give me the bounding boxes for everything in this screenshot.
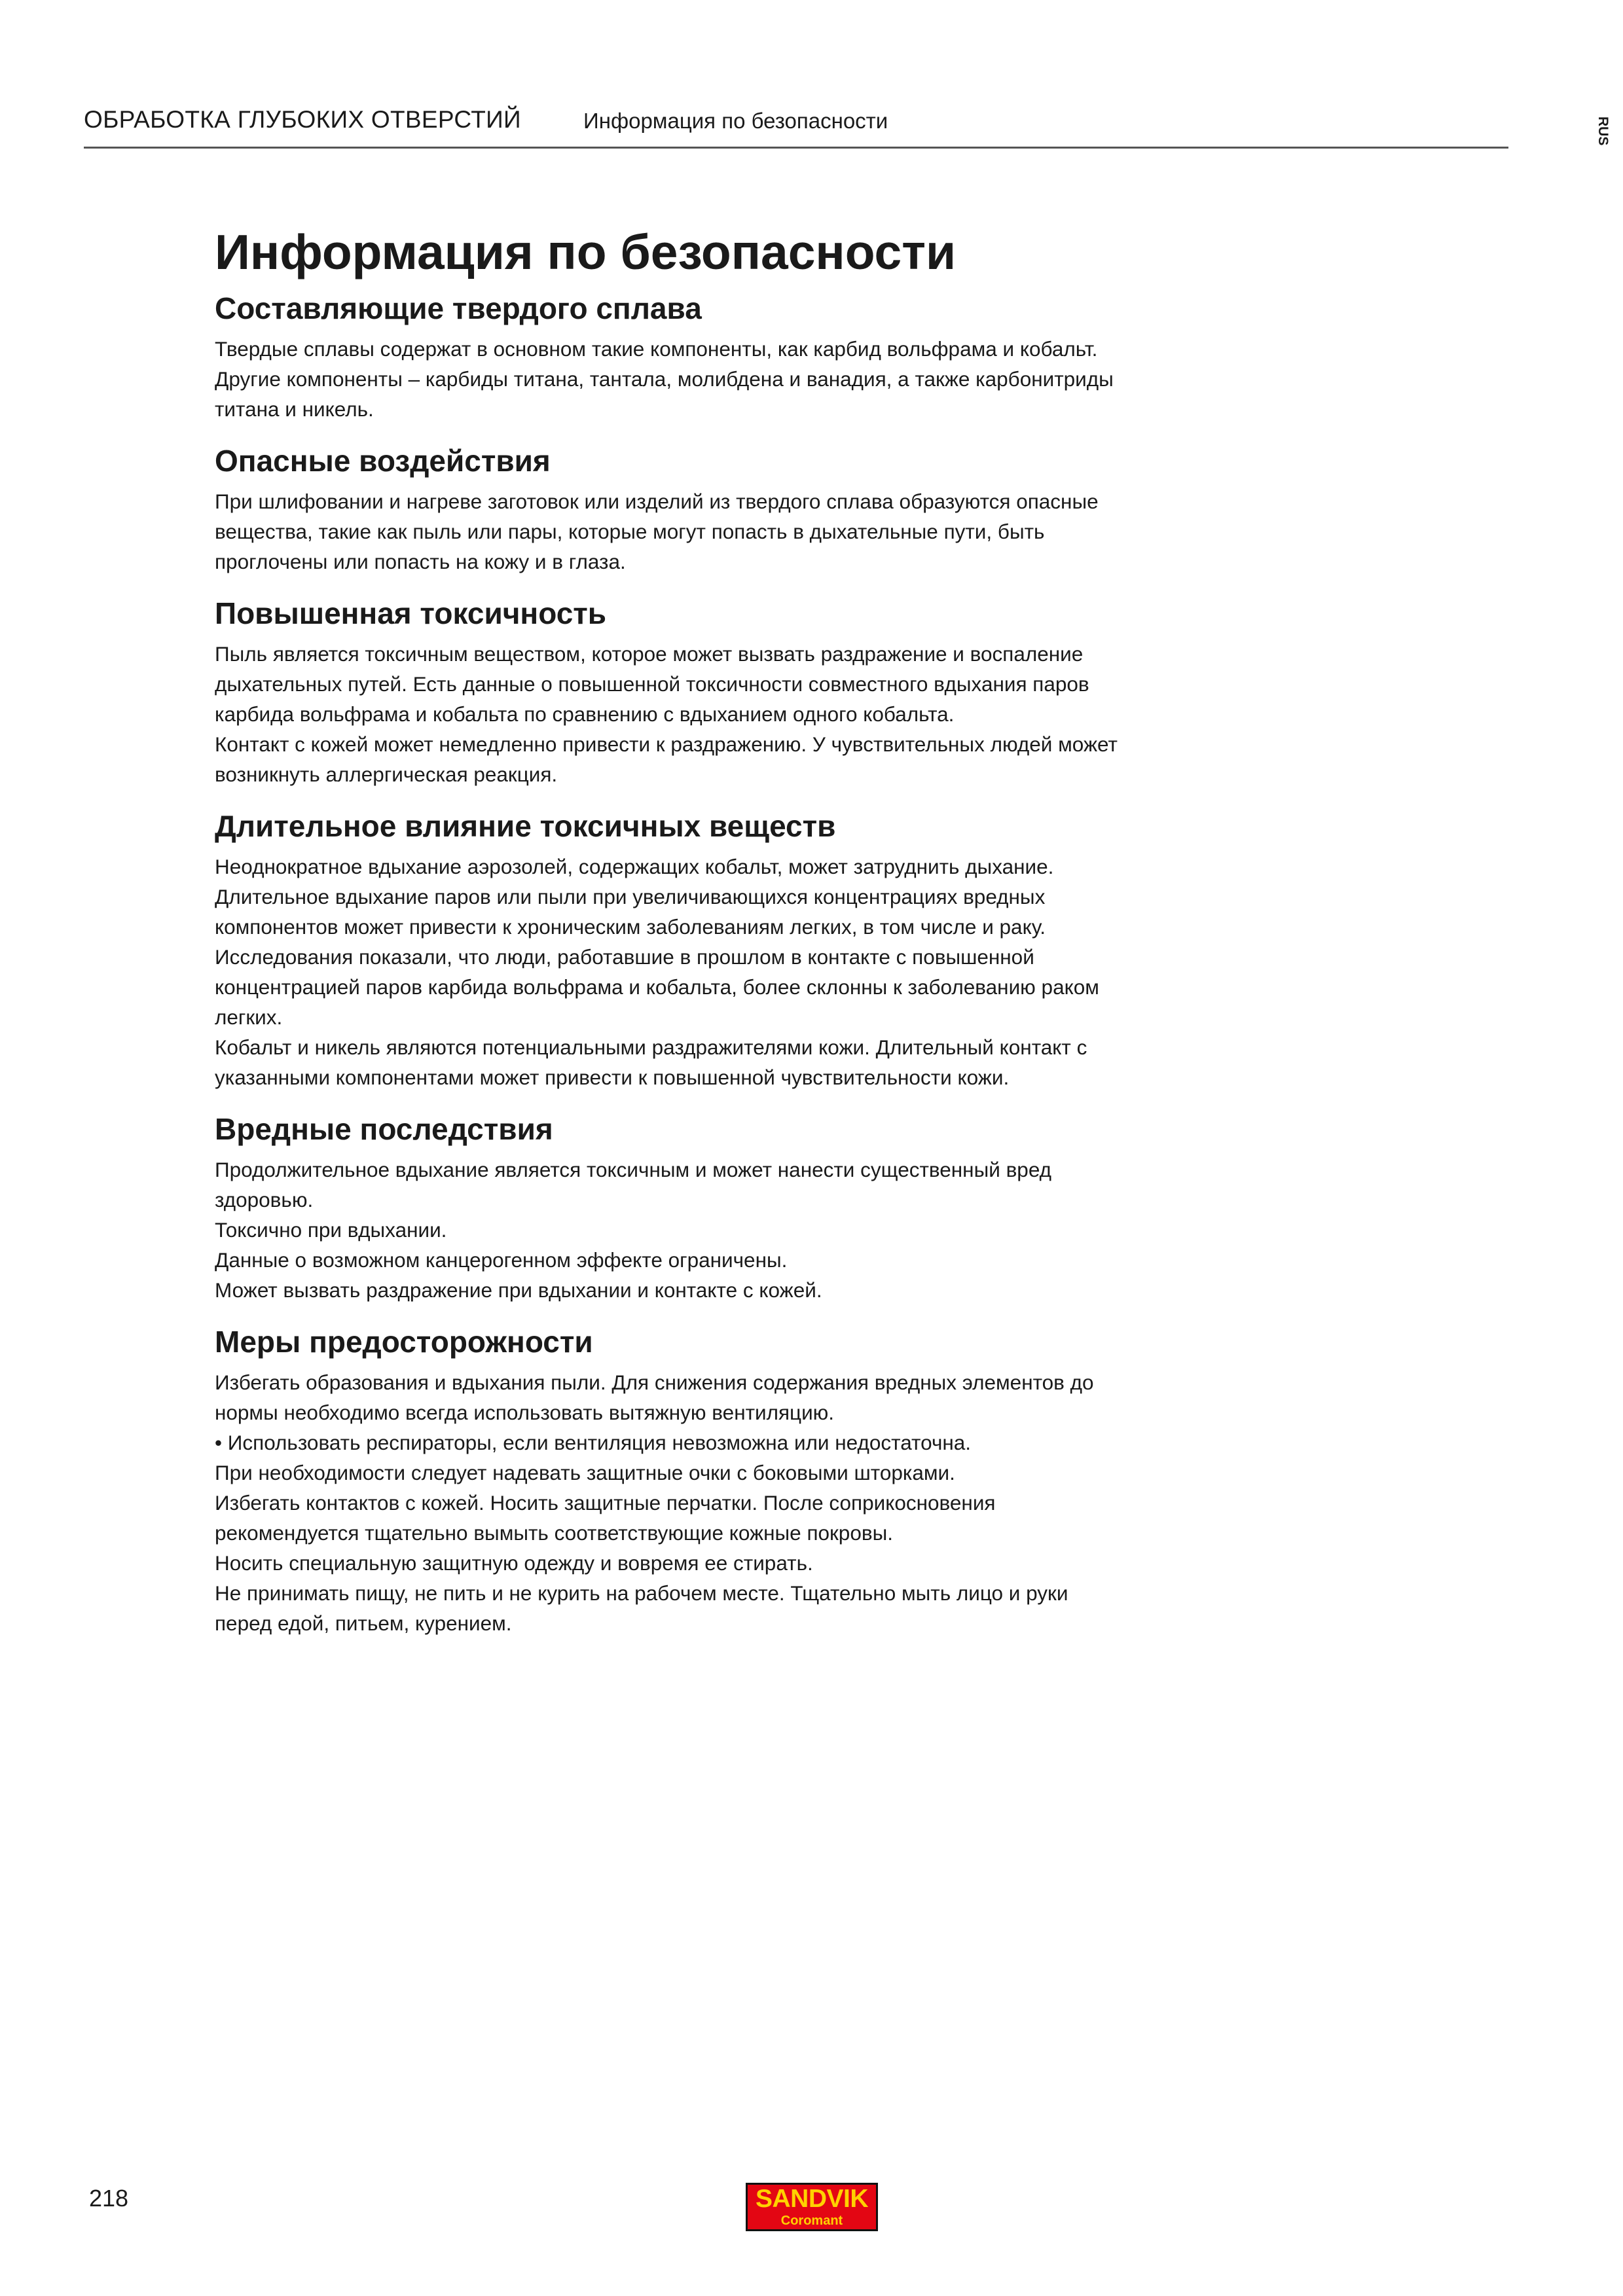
header-subtitle: Информация по безопасности [583, 109, 888, 133]
section [215, 1321, 1171, 1638]
text-line: компонентов может привести к хроническим заболеваниям легких, в том числе и раку. [215, 915, 1046, 939]
text-line: рекомендуется тщательно вымыть соответствующие кожные покровы. [215, 1521, 893, 1545]
text-line: Данные о возможном канцерогенном эффекте ограничены. [215, 1248, 788, 1272]
main-content [215, 216, 1171, 1655]
text-line: возникнуть аллергическая реакция. [215, 762, 558, 786]
section [215, 1109, 1171, 1305]
text-line: здоровью. [215, 1188, 314, 1211]
text-line: Может вызвать раздражение при вдыхании и контакте с кожей. [215, 1278, 822, 1302]
logo-brand-text: SANDVIK [755, 2185, 869, 2213]
text-line: легких. [215, 1005, 283, 1029]
section [215, 593, 1171, 789]
section-heading: Вредные последствия [215, 1112, 553, 1146]
text-line: Исследования показали, что люди, работавшие в прошлом в контакте с повышенной [215, 945, 1034, 969]
section-heading: Повышенная токсичность [215, 596, 607, 630]
text-line: дыхательных путей. Есть данные о повышенной токсичности совместного вдыхания паров [215, 672, 1089, 696]
text-line: Избегать образования и вдыхания пыли. Для снижения содержания вредных элементов до [215, 1371, 1094, 1394]
page-header [84, 106, 1508, 149]
text-line: При шлифовании и нагреве заготовок или изделий из твердого сплава образуются опасные [215, 490, 1099, 513]
text-line: вещества, такие как пыль или пары, которые могут попасть в дыхательные пути, быть [215, 520, 1045, 543]
text-line: перед едой, питьем, курением. [215, 1611, 512, 1635]
section [215, 288, 1171, 424]
text-line: Токсично при вдыхании. [215, 1218, 447, 1242]
text-line: Продолжительное вдыхание является токсичным и может нанести существенный вред [215, 1158, 1052, 1181]
section-body [215, 1155, 1171, 1305]
text-line: Избегать контактов с кожей. Носить защитные перчатки. После соприкосновения [215, 1491, 996, 1515]
sections-container [215, 288, 1171, 1638]
text-line: концентрацией паров карбида вольфрама и кобальта, более склонны к заболеванию раком [215, 975, 1099, 999]
text-line: карбида вольфрама и кобальта по сравнению с вдыханием одного кобальта. [215, 702, 955, 726]
section-body [215, 334, 1171, 424]
text-line: • Использовать респираторы, если вентиляция невозможна или недостаточна. [215, 1431, 972, 1454]
text-line: Контакт с кожей может немедленно привести к раздражению. У чувствительных людей может [215, 732, 1118, 756]
page-title: Информация по безопасности [215, 224, 957, 279]
text-line: Носить специальную защитную одежду и вовремя ее стирать. [215, 1551, 813, 1575]
section-body [215, 852, 1171, 1092]
section-heading: Составляющие твердого сплава [215, 291, 702, 325]
section [215, 440, 1171, 577]
section-heading: Длительное влияние токсичных веществ [215, 809, 836, 843]
text-line: Не принимать пищу, не пить и не курить на рабочем месте. Тщательно мыть лицо и руки [215, 1581, 1068, 1605]
text-line: нормы необходимо всегда использовать вытяжную вентиляцию. [215, 1401, 835, 1424]
section [215, 806, 1171, 1092]
header-section-title: ОБРАБОТКА ГЛУБОКИХ ОТВЕРСТИЙ [84, 106, 521, 133]
section-heading: Меры предосторожности [215, 1325, 593, 1359]
text-line: Неоднократное вдыхание аэрозолей, содержащих кобальт, может затруднить дыхание. [215, 855, 1054, 878]
section-body [215, 486, 1171, 577]
section-heading: Опасные воздействия [215, 444, 551, 478]
language-tag: RUS [1596, 117, 1611, 146]
text-line: Твердые сплавы содержат в основном такие компоненты, как карбид вольфрама и кобальт. [215, 337, 1098, 361]
text-line: титана и никель. [215, 397, 374, 421]
page-number: 218 [89, 2185, 129, 2212]
section-body [215, 1367, 1171, 1638]
text-line: Пыль является токсичным веществом, которое может вызвать раздражение и воспаление [215, 642, 1084, 666]
text-line: указанными компонентами может привести к повышенной чувствительности кожи. [215, 1066, 1010, 1089]
text-line: проглочены или попасть на кожу и в глаза. [215, 550, 626, 573]
logo-sub-text: Coromant [780, 2214, 843, 2228]
text-line: Кобальт и никель являются потенциальными раздражителями кожи. Длительный контакт с [215, 1035, 1087, 1059]
text-line: При необходимости следует надевать защитные очки с боковыми шторками. [215, 1461, 955, 1484]
sandvik-coromant-logo [746, 2183, 878, 2231]
section-body [215, 639, 1171, 789]
text-line: Длительное вдыхание паров или пыли при увеличивающихся концентрациях вредных [215, 885, 1046, 908]
text-line: Другие компоненты – карбиды титана, тантала, молибдена и ванадия, а также карбонитриды [215, 367, 1114, 391]
